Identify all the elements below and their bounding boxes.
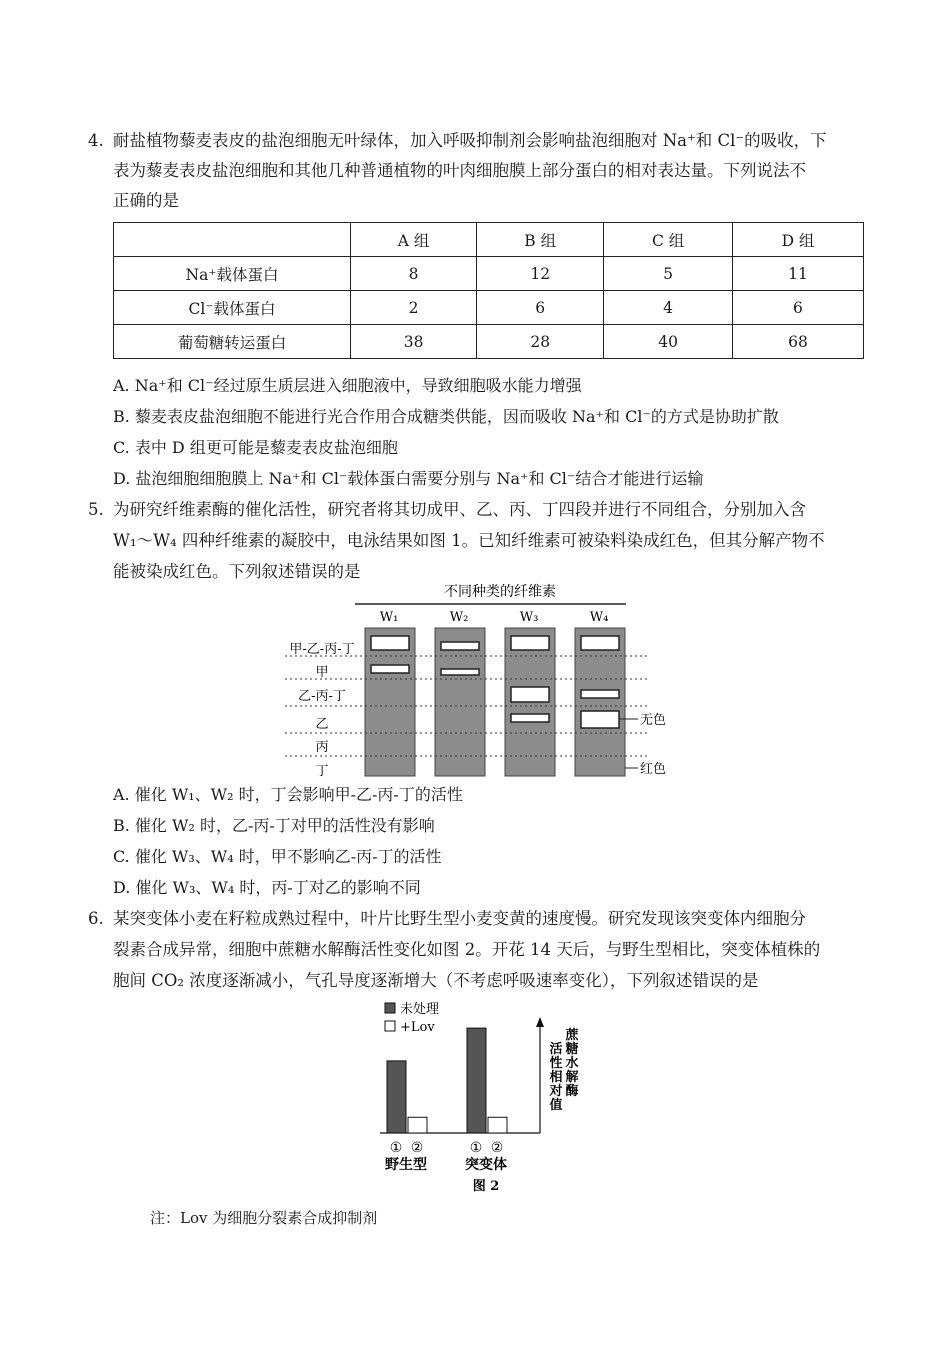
y-label-col-1: 蔗糖水解酶: [565, 1028, 579, 1099]
gel-band: [441, 642, 479, 650]
table-cell: 28: [477, 325, 604, 359]
q6-stem-line-1: 某突变体小麦在籽粒成熟过程中，叶片比野生型小麦变黄的速度慢。研究发现该突变体内细胞分: [113, 909, 806, 928]
gel-band: [511, 636, 549, 650]
table-header-cell: [114, 223, 351, 257]
table-cell: 8: [351, 257, 477, 291]
gel-band: [581, 711, 619, 728]
q4-number: 4.: [88, 131, 104, 150]
table-header-row: [114, 223, 864, 257]
gel-band: [581, 690, 619, 698]
table-cell: 5: [604, 257, 733, 291]
table-row: [114, 257, 864, 291]
bar-wildtype-lov: [408, 1117, 427, 1133]
q4-stem-line-3: 正确的是: [113, 191, 179, 210]
row-label: 丁: [315, 764, 329, 779]
row-label: 乙: [315, 717, 329, 732]
table-cell: 40: [604, 325, 733, 359]
lane-label: W₃: [519, 610, 539, 625]
bar-wildtype-untreated: [387, 1061, 406, 1133]
q5-option-c: C. 催化 W₃、W₄ 时，甲不影响乙-丙-丁的活性: [113, 847, 442, 866]
q6-note: 注：Lov 为细胞分裂素合成抑制剂: [150, 1209, 378, 1227]
row-label: 甲-乙-丙-丁: [289, 642, 355, 657]
figure-caption: 图 2: [472, 1179, 500, 1194]
category-label: 野生型: [385, 1157, 427, 1173]
legend-red: 红色: [640, 762, 667, 777]
bar-label: ②: [490, 1140, 504, 1156]
legend-swatch-lov: [385, 1021, 395, 1031]
table-cell: 2: [351, 291, 477, 325]
table-header-cell: A 组: [351, 223, 477, 257]
legend-label: 未处理: [400, 1002, 440, 1017]
table-cell: 38: [351, 325, 477, 359]
q4-stem-line-1: 耐盐植物藜麦表皮的盐泡细胞无叶绿体，加入呼吸抑制剂会影响盐泡细胞对 Na⁺和 Cl⁻的吸收，下: [113, 131, 827, 150]
legend-swatch-untreated: [385, 1003, 395, 1013]
bar-label: ①: [389, 1140, 403, 1156]
row-label: 丙: [315, 740, 329, 755]
lane-label: W₂: [449, 610, 469, 625]
row-label: 甲: [315, 665, 329, 680]
q6-bar-chart: [360, 995, 600, 1195]
bar-label: ②: [410, 1140, 424, 1156]
q5-figure-electrophoresis: [270, 578, 710, 783]
table-header-cell: B 组: [477, 223, 604, 257]
q6-number: 6.: [88, 909, 104, 928]
q4-option-d: D. 盐泡细胞细胞膜上 Na⁺和 Cl⁻载体蛋白需要分别与 Na⁺和 Cl⁻结合才能进行运输: [113, 469, 704, 488]
gel-band: [371, 636, 409, 650]
gel-band: [581, 636, 619, 650]
q5-stem-line-2: W₁～W₄ 四种纤维素的凝胶中，电泳结果如图 1。已知纤维素可被染料染成红色，但其分解产物不: [113, 531, 825, 550]
table-cell: 4: [604, 291, 733, 325]
table-header-cell: D 组: [732, 223, 863, 257]
q4-option-b: B. 藜麦表皮盐泡细胞不能进行光合作用合成糖类供能，因而吸收 Na⁺和 Cl⁻的方式是协助扩散: [113, 407, 779, 426]
row-label: Na⁺载体蛋白: [114, 257, 351, 291]
category-label: 突变体: [465, 1157, 507, 1173]
figure-title: 不同种类的纤维素: [444, 584, 556, 600]
row-label: 乙-丙-丁: [298, 689, 346, 704]
table-cell: 6: [477, 291, 604, 325]
gel-band: [371, 665, 409, 673]
lane-label: W₁: [379, 610, 399, 625]
table-cell: 11: [732, 257, 863, 291]
table-row: [114, 291, 864, 325]
bar-mutant-untreated: [467, 1028, 486, 1133]
y-label-col-2: 活性相对值: [549, 1042, 563, 1113]
q5-number: 5.: [88, 500, 104, 519]
row-label: 葡萄糖转运蛋白: [114, 325, 351, 359]
gel-band: [511, 687, 549, 702]
q5-option-b: B. 催化 W₂ 时，乙-丙-丁对甲的活性没有影响: [113, 816, 435, 835]
q4-table: [113, 222, 864, 359]
table-cell: 68: [732, 325, 863, 359]
table-header-cell: C 组: [604, 223, 733, 257]
legend-clear: 无色: [640, 713, 667, 728]
bar-label: ①: [469, 1140, 483, 1156]
row-label: Cl⁻载体蛋白: [114, 291, 351, 325]
table-row: [114, 325, 864, 359]
q4-option-c: C. 表中 D 组更可能是藜麦表皮盐泡细胞: [113, 438, 398, 457]
q6-stem-line-3: 胞间 CO₂ 浓度逐渐减小，气孔导度逐渐增大（不考虑呼吸速率变化），下列叙述错误的是: [113, 971, 759, 990]
q6-stem-line-2: 裂素合成异常，细胞中蔗糖水解酶活性变化如图 2。开花 14 天后，与野生型相比，突变体植株的: [113, 940, 821, 959]
legend-label: +Lov: [400, 1020, 435, 1035]
q5-option-d: D. 催化 W₃、W₄ 时，丙-丁对乙的影响不同: [113, 878, 421, 897]
bar-mutant-lov: [488, 1117, 507, 1133]
q4-option-a: A. Na⁺和 Cl⁻经过原生质层进入细胞液中，导致细胞吸水能力增强: [113, 376, 582, 395]
q5-stem-line-3: 能被染成红色。下列叙述错误的是: [113, 562, 361, 581]
q4-stem-line-2: 表为藜麦表皮盐泡细胞和其他几种普通植物的叶肉细胞膜上部分蛋白的相对表达量。下列说法不: [113, 161, 806, 180]
gel-band: [511, 714, 549, 722]
q5-option-a: A. 催化 W₁、W₂ 时，丁会影响甲-乙-丙-丁的活性: [113, 785, 463, 804]
q5-stem-line-1: 为研究纤维素酶的催化活性，研究者将其切成甲、乙、丙、丁四段并进行不同组合，分别加入含: [113, 500, 806, 519]
y-axis-arrow: [536, 1017, 544, 1027]
table-cell: 6: [732, 291, 863, 325]
lane-label: W₄: [589, 610, 609, 625]
table-cell: 12: [477, 257, 604, 291]
gel-band: [441, 669, 479, 675]
